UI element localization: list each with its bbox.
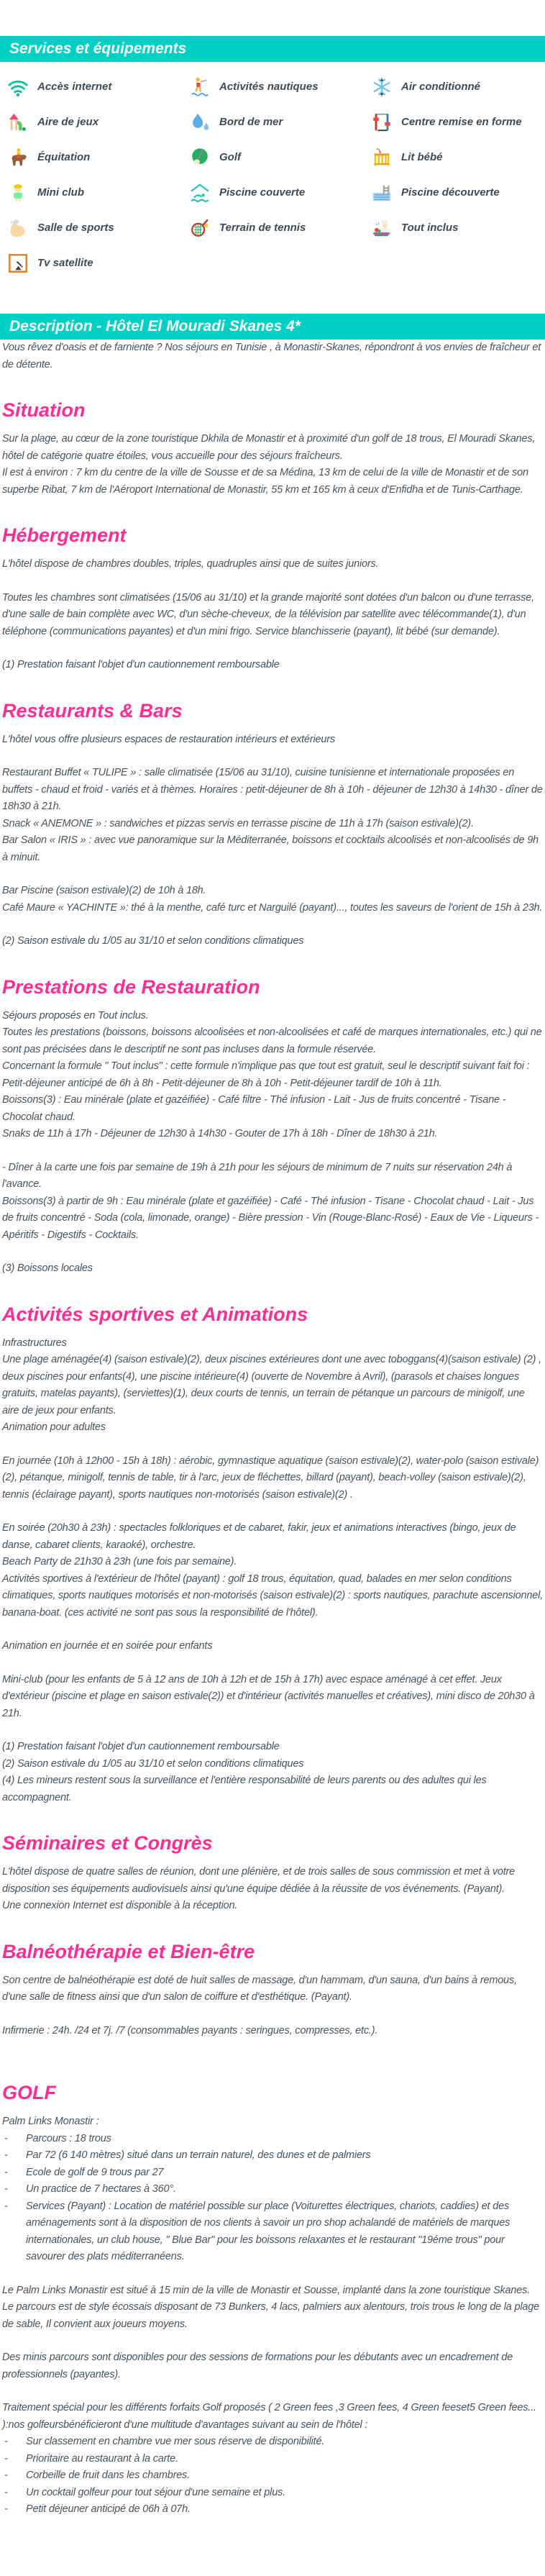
section-golf [2,2082,543,2518]
paragraph: (2) Saison estivale du 1/05 au 31/10 et selon conditions climatiques [2,1757,304,1770]
list-item-text: Ecole de golf de 9 trous par 27 [26,2166,164,2178]
paragraph: Des minis parcours sont disponibles pour des sessions de formations pour les débutants avec un encadrement de professionnels (payantes). [2,2352,513,2380]
spacer [2,2333,543,2349]
section-heading-balneotherapie: Balnéothérapie et Bien-être [2,1940,255,1962]
service-item-snowflake [371,76,545,98]
spacer [2,1655,543,1672]
outdoor-pool-icon [371,182,393,204]
paragraph: (1) Prestation faisant l'objet d'un cautionnement remboursable [2,659,280,670]
section-restaurants [2,700,543,950]
service-item-indoor-pool [189,182,371,204]
service-label: Salle de sports [37,222,114,234]
paragraph: (3) Boissons locales [2,1262,93,1274]
service-label: Piscine découverte [401,186,500,199]
service-label: Centre remise en forme [401,116,522,128]
section-balneotherapie [2,1941,543,2057]
service-item-sea-drops [189,111,371,133]
paragraph: Traitement spécial pour les différents forfaits Golf proposés ( 2 Green fees ,3 Green fees, 4 Green feeset5 Green fees... ):nos golfeursbénéficieront d'une multitude d'avantages suivant au sein de l'hôtel : [2,2402,536,2431]
service-label: Accès internet [37,81,112,93]
paragraph: Restaurant Buffet « TULIPE » : salle climatisée (15/06 au 31/10), cuisine tunisienne et internationale proposées en buffets - chaud et froid - variés et à thèmes. Horaires : petit-déjeuner de 8h à 10h - déjeuner de 12h30 à 14h30 - dîner de 18h30 à 21h. [2,767,543,812]
description-intro: Vous rêvez d'oasis et de farniente ? Nos séjours en Tunisie , à Monastir-Skanes, répondront à vos envies de fraîcheur et de détente. [2,342,541,370]
list-item [2,2165,543,2182]
paragraph: Mini-club (pour les enfants de 5 à 12 ans de 10h à 12h et de 15h à 17h) avec espace aménagé à cet effet. Jeux d'extérieur (piscine et plage en saison estivale(2)) et d'intérieur (activités manuelles et créatives), mini disco de 20h30 à 21h. [2,1673,535,1719]
all-inclusive-icon [371,217,393,239]
sea-drops-icon [189,111,211,133]
services-banner: Services et équipements [0,36,545,62]
list-item-text: Par 72 (6 140 mètres) situé dans un terrain naturel, des dunes et de palmiers [26,2149,371,2161]
service-label: Piscine couverte [219,186,306,199]
list-item [2,2434,543,2451]
spacer [2,2383,543,2400]
muscle-arm-icon [7,217,29,239]
fitness-machine-icon [371,111,393,133]
service-item-horse-riding [7,147,189,168]
tennis-icon [189,217,211,239]
list-item [2,2501,543,2518]
section-prestations [2,976,543,1278]
service-item-golf [189,147,371,168]
spacer [2,573,543,590]
description-sections [2,399,543,2518]
list-dash: - [4,2436,8,2447]
paragraph: Infrastructures [2,1337,67,1349]
paragraph: Toutes les chambres sont climatisées (15/06 au 31/10) et la grande majorité sont dotées d'un balcon ou d'une terrasse, d'une salle de bain complète avec WC, d'un sèche-cheveux, de la télévision par satellite avec télécommande(1), d'un téléphone (communications payantes) et d'un mini frigo. Service blanchisserie (payant), lit bébé (sur demande). [2,591,534,637]
service-item-fitness-machine [371,111,545,133]
service-item-playground [7,111,189,133]
service-item-outdoor-pool [371,182,545,204]
list-item-text: Un practice de 7 hectares à 360°. [26,2183,176,2195]
paragraph: Animation en journée et en soirée pour enfants [2,1640,213,1652]
wifi-icon [7,76,29,98]
list-dash: - [4,2470,8,2481]
service-label: Tv satellite [37,257,93,269]
list-item-text: Un cocktail golfeur pour tout séjour d'une semaine et plus. [26,2486,285,2498]
water-ski-icon [189,76,211,98]
spacer [2,1503,543,1520]
paragraph: En journée (10h à 12h00 - 15h à 18h) : aérobic, gymnastique aquatique (saison estivale)(2), water-polo (saison estivale)(2), pétanque, minigolf, tennis de table, tir à l'arc, jeux de fléchettes, billard (payant), beach-volley (saison estivale)(2), tennis (éclairage payant), sports nautiques non-motorisés (saison estivale)(2) . [2,1455,539,1501]
paragraph: (2) Saison estivale du 1/05 au 31/10 et selon conditions climatiques [2,935,304,947]
section-seminaires [2,1832,543,1915]
paragraph: Boissons(3) à partir de 9h : Eau minérale (plate et gazéifiée) - Café - Thé infusion - Tisane - Chocolat chaud - Lait - Jus de fruits concentré - Soda (cola, limonade, orange) - Bière pression - Vin (Rouge-Blanc-Rosé) - Eaux de Vie - Liqueurs - Apéritifs - Digestifs - Cocktails. [2,1195,539,1241]
section-heading-hebergement: Hébergement [2,524,127,546]
paragraph: Petit-déjeuner anticipé de 6h à 8h - Petit-déjeuner de 8h à 10h - Petit-déjeuner tardif de 10h à 11h. [2,1077,442,1089]
list-item-text: Corbeille de fruit dans les chambres. [26,2470,190,2481]
list-item-text: Services (Payant) : Location de matériel possible sur place (Voiturettes électriques, chariots, caddies) et des aménagements sont à la disposition de nos clients à savoir un pro shop achalandé de matériels de marques internationales, un club house, " Blue Bar" pour les boissons relaxantes et le restaurant "19éme trous" pour savourer des plats méditerranéens. [26,2200,510,2262]
spacer [2,1143,543,1160]
paragraph: Bar Piscine (saison estivale)(2) de 10h à 18h. [2,885,206,896]
paragraph: Le Palm Links Monastir est situé à 15 min de la ville de Monastir et Sousse, implanté dans la zone touristique Skanes. Le parcours est de style écossais disposant de 73 Bunkers, 4 lacs, palmiers aux alentours, trois trous le long de la plage de sable, Il convient aux joueurs moyens. [2,2284,539,2330]
section-situation [2,399,543,499]
list-item-text: Sur classement en chambre vue mer sous réserve de disponibilité. [26,2436,325,2447]
spacer [2,2266,543,2283]
service-label: Activités nautiques [219,81,319,93]
baby-crib-icon [371,147,393,168]
paragraph: Activités sportives à l'extérieur de l'hôtel (payant) : golf 18 trous, équitation, quad, balades en mer selon conditions climatiques, sports nautiques motorisés et non-motorisés (saison estivale)(2) : sports nautiques, parachute ascensionnel, banana-boat. (ces activité ne sont pas sous la responsibilité de l'hôtel). [2,1573,543,1619]
snowflake-icon [371,76,393,98]
list-dash: - [4,2486,8,2498]
paragraph: Concernant la formule " Tout inclus" : cette formule n'implique pas que tout est gratuit, seul le descriptif suivant fait foi : [2,1060,530,1072]
paragraph: L'hôtel dispose de quatre salles de réunion, dont une plénière, et de trois salles de sous commission et met à votre disposition ses équipements audiovisuels ainsi qu'une équipe dédiée à la réussite de vos événements. (Payant). [2,1866,516,1895]
spacer [2,916,543,933]
section-hebergement [2,524,543,674]
list-dash: - [4,2183,8,2195]
service-item-wifi [7,76,189,98]
spacer [2,640,543,657]
section-heading-prestations: Prestations de Restauration [2,975,260,998]
spacer [2,1437,543,1453]
service-item-water-ski [189,76,371,98]
spacer [2,2006,543,2023]
list-item [2,2131,543,2148]
list-item [2,2147,543,2165]
service-item-all-inclusive [371,217,545,239]
service-label: Golf [219,151,241,163]
service-item-muscle-arm [7,217,189,239]
satellite-tv-icon [7,252,29,274]
list-item-text: Parcours : 18 trous [26,2132,111,2144]
paragraph: Une connexion Internet est disponible à la réception. [2,1900,238,1911]
paragraph: Il est à environ : 7 km du centre de la ville de Sousse et de sa Médina, 13 km de celui de la ville de Monastir et de son superbe Ribat, 7 km de l'Aéroport International de Monastir, 55 km et 165 km à ceux d'Enfidha et de Tunis-Carthage. [2,467,528,496]
paragraph: Snack « ANEMONE » : sandwiches et pizzas servis en terrasse piscine de 11h à 17h (saison estivale)(2). [2,817,474,829]
indoor-pool-icon [189,182,211,204]
service-item-satellite-tv [7,252,189,274]
spacer [2,1722,543,1739]
service-label: Terrain de tennis [219,222,306,234]
playground-icon [7,111,29,133]
service-label: Tout inclus [401,222,459,234]
spacer [2,1244,543,1260]
paragraph: (1) Prestation faisant l'objet d'un cautionnement remboursable [2,1741,280,1752]
section-heading-activites: Activités sportives et Animations [2,1303,308,1325]
services-grid [0,62,545,281]
service-label: Air conditionné [401,81,480,93]
paragraph: Palm Links Monastir : [2,2116,99,2127]
paragraph: Sur la plage, au cœur de la zone touristique Dkhila de Monastir et à proximité d'un golf de 18 trous, El Mouradi Skanes, hôtel de catégorie quatre étoiles, vous accueille pour des séjours fraîcheurs. [2,433,536,462]
list-item [2,2198,543,2266]
spacer [2,1621,543,1638]
service-label: Lit bébé [401,151,443,163]
list-item-text: Prioritaire au restaurant à la carte. [26,2452,178,2465]
list-dash: - [4,2200,8,2212]
list-dash: - [4,2166,8,2178]
service-item-baby-crib [371,147,545,168]
paragraph: L'hôtel vous offre plusieurs espaces de restauration intérieurs et extérieurs [2,733,335,745]
list-item [2,2467,543,2485]
paragraph: Café Maure « YACHINTE »: thé à la menthe, café turc et Narguilé (payant)..., toutes les saveurs de l'orient de 15h à 23h. [2,901,543,914]
paragraph: Animation pour adultes [2,1421,106,1433]
spacer [2,2039,543,2056]
paragraph: En soirée (20h30 à 23h) : spectacles folkloriques et de cabaret, fakir, jeux et animations interactives (bingo, jeux de danse, cabaret clients, karaoké), orchestre. [2,1522,516,1551]
paragraph: (4) Les mineurs restent sous la surveillance et l'entière responsabilité de leurs parents ou des adultes qui les accompagnent. [2,1775,487,1803]
paragraph: - Dîner à la carte une fois par semaine de 19h à 21h pour les séjours de minimum de 7 nuits sur réservation 24h à l'avance. [2,1161,513,1190]
paragraph: Infirmerie : 24h. /24 et 7j. /7 (consommables payants : seringues, compresses, etc.). [2,2024,378,2036]
service-label: Mini club [37,186,84,199]
paragraph: Snaks de 11h à 17h - Déjeuner de 12h30 à 14h30 - Gouter de 17h à 18h - Dîner de 18h30 à 21h. [2,1128,438,1139]
horse-riding-icon [7,147,29,168]
paragraph: Son centre de balnéothérapie est doté de huit salles de massage, d'un hammam, d'un sauna, d'un bains à remous, d'une salle de fitness ainsi que d'un salon de coiffure et d'esthétique. (Payant). [2,1974,517,2003]
section-heading-golf: GOLF [2,2082,56,2103]
section-heading-situation: Situation [2,399,86,421]
section-heading-restaurants: Restaurants & Bars [2,699,183,722]
mini-club-icon [7,182,29,204]
list-dash: - [4,2149,8,2161]
list-item [2,2181,543,2198]
spacer [2,866,543,883]
golf-icon [189,147,211,168]
section-heading-seminaires: Séminaires et Congrès [2,1832,213,1854]
list-item [2,2451,543,2468]
service-label: Aire de jeux [37,116,99,128]
bottom-spacer [2,2518,543,2540]
paragraph: Bar Salon « IRIS » : avec vue panoramique sur la Méditerranée, boissons et cocktails alcoolisés et non-alcoolisés de 9h à minuit. [2,834,539,863]
paragraph: L'hôtel dispose de chambres doubles, triples, quadruples ainsi que de suites juniors. [2,558,379,570]
list-dash: - [4,2132,8,2144]
spacer [2,748,543,765]
description-content [0,340,545,2540]
list-dash: - [4,2503,8,2515]
paragraph: Une plage aménagée(4) (saison estivale)(2), deux piscines extérieures dont une avec toboggans(4)(saison estivale) (2) , deux piscines pour enfants(4), une piscine intérieure(4) (ouverte de Novembre à Avril), (parasols et chaises longues gratuits, matelas payants), (serviettes)(1), deux courts de tennis, un terrain de pétanque un parcours de minigolf, une aire de jeux pour enfants. [2,1354,541,1416]
list-dash: - [4,2452,8,2465]
service-item-tennis [189,217,371,239]
service-label: Équitation [37,151,91,163]
paragraph: Séjours proposés en Tout inclus. [2,1009,149,1021]
service-label: Bord de mer [219,116,283,128]
paragraph: Boissons(3) : Eau minérale (plate et gazéifiée) - Café filtre - Thé infusion - Lait - Jus de fruits concentré - Tisane - Chocolat chaud. [2,1094,506,1123]
list-item-text: Petit déjeuner anticipé de 06h à 07h. [26,2503,191,2515]
section-activites [2,1303,543,1807]
description-banner: Description - Hôtel El Mouradi Skanes 4* [0,314,545,340]
service-item-mini-club [7,182,189,204]
list-item [2,2485,543,2502]
paragraph: Toutes les prestations (boissons, boissons alcoolisées et non-alcoolisées et café de marques internationales, etc.) qui ne sont pas précisées dans le descriptif ne sont pas incluses dans la formule réservée. [2,1027,542,1055]
paragraph: Beach Party de 21h30 à 23h (une fois par semaine). [2,1556,237,1567]
